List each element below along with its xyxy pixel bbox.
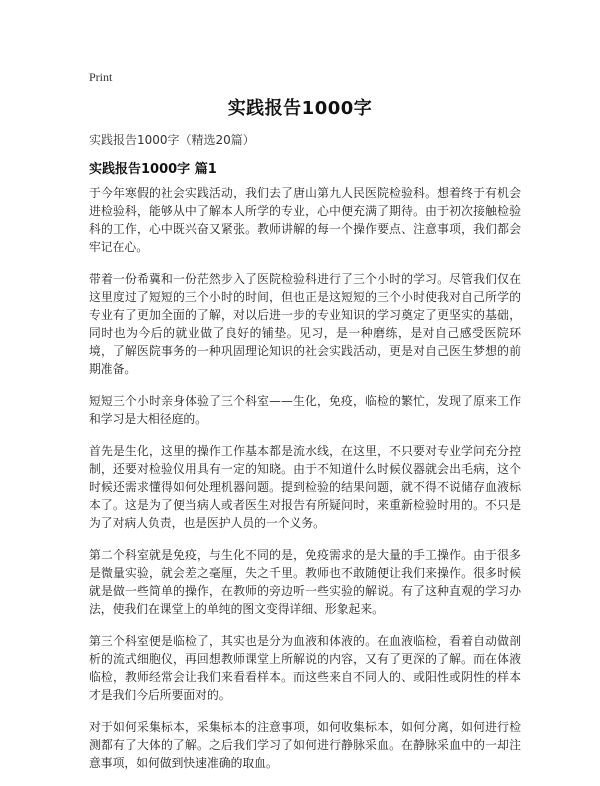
section-heading: 实践报告1000字 篇1 (89, 162, 217, 177)
paragraph: 第二个科室就是免疫，与生化不同的是，免疫需求的是大量的手工操作。由于很多是微量实验，就会差之毫厘，失之千里。教师也不敢随便让我们来操作。很多时候就是做一些简单的操作，在教师的旁边听一些实验的解说。有了这种直观的学习办法，使我们在课堂上的单纯的图文变得详细、形象起来。 (89, 548, 521, 616)
paragraph: 于今年寒假的社会实践活动，我们去了唐山第九人民医院检验科。想着终于有机会进检验科，能够从中了解本人所学的专业，心中便充满了期待。由于初次接触检验科的工作，心中既兴奋又紧张。教师讲解的每一个操作要点、注意事项，我们都会牢记在心。 (89, 186, 521, 254)
paragraph: 首先是生化，这里的操作工作基本都是流水线，在这里，不只要对专业学问充分控制，还要对检验仪用具有一定的知晓。由于不知道什么时候仪器就会出毛病，这个时候还需求懂得如何处理机器问题。提到检验的结果问题，就不得不说储存血液标本了。这是为了便当病人或者医生对报告有所疑问时，来重新检验时用的。不只是为了对病人负责，也是医护人员的一个义务。 (89, 444, 521, 530)
paragraph: 带着一份希冀和一份茫然步入了医院检验科进行了三个小时的学习。尽管我们仅在这里度过了短短的三个小时的时间，但也正是这短短的三个小时使我对自己所学的专业有了更加全面的了解，对以后进一步的专业知识的学习奠定了更坚实的基础，同时也为今后的就业做了良好的铺垫。见习，是一种磨练，是对自己感受医院环境，了解医院事务的一种巩固理论知识的社会实践活动，更是对自己医生梦想的前期准备。 (89, 272, 521, 376)
paragraph: 短短三个小时亲身体验了三个科室——生化，免疫，临检的繁忙，发现了原来工作和学习是大相径庭的。 (89, 394, 521, 426)
document-subtitle: 实践报告1000字（精选20篇） (89, 133, 255, 147)
paragraph: 对于如何采集标本，采集标本的注意事项，如何收集标本，如何分离，如何进行检测都有了大体的了解。之后我们学习了如何进行静脉采血。在静脉采血中的一却注意事项，如何做到快速准确的取血。 (89, 720, 521, 770)
paragraph: 第三个科室便是临检了，其实也是分为血液和体液的。在血液临检，看着自动做剖析的流式细胞仪，再回想教师课堂上所解说的内容，又有了更深的了解。而在体液临检，教师经常会让我们来看看样本。而这些来自不同人的、或阳性或阴性的样本才是我们今后所要面对的。 (89, 634, 521, 702)
article-body (89, 184, 521, 786)
print-link[interactable]: Print (89, 70, 113, 84)
page-title: 实践报告1000字 (227, 98, 373, 119)
